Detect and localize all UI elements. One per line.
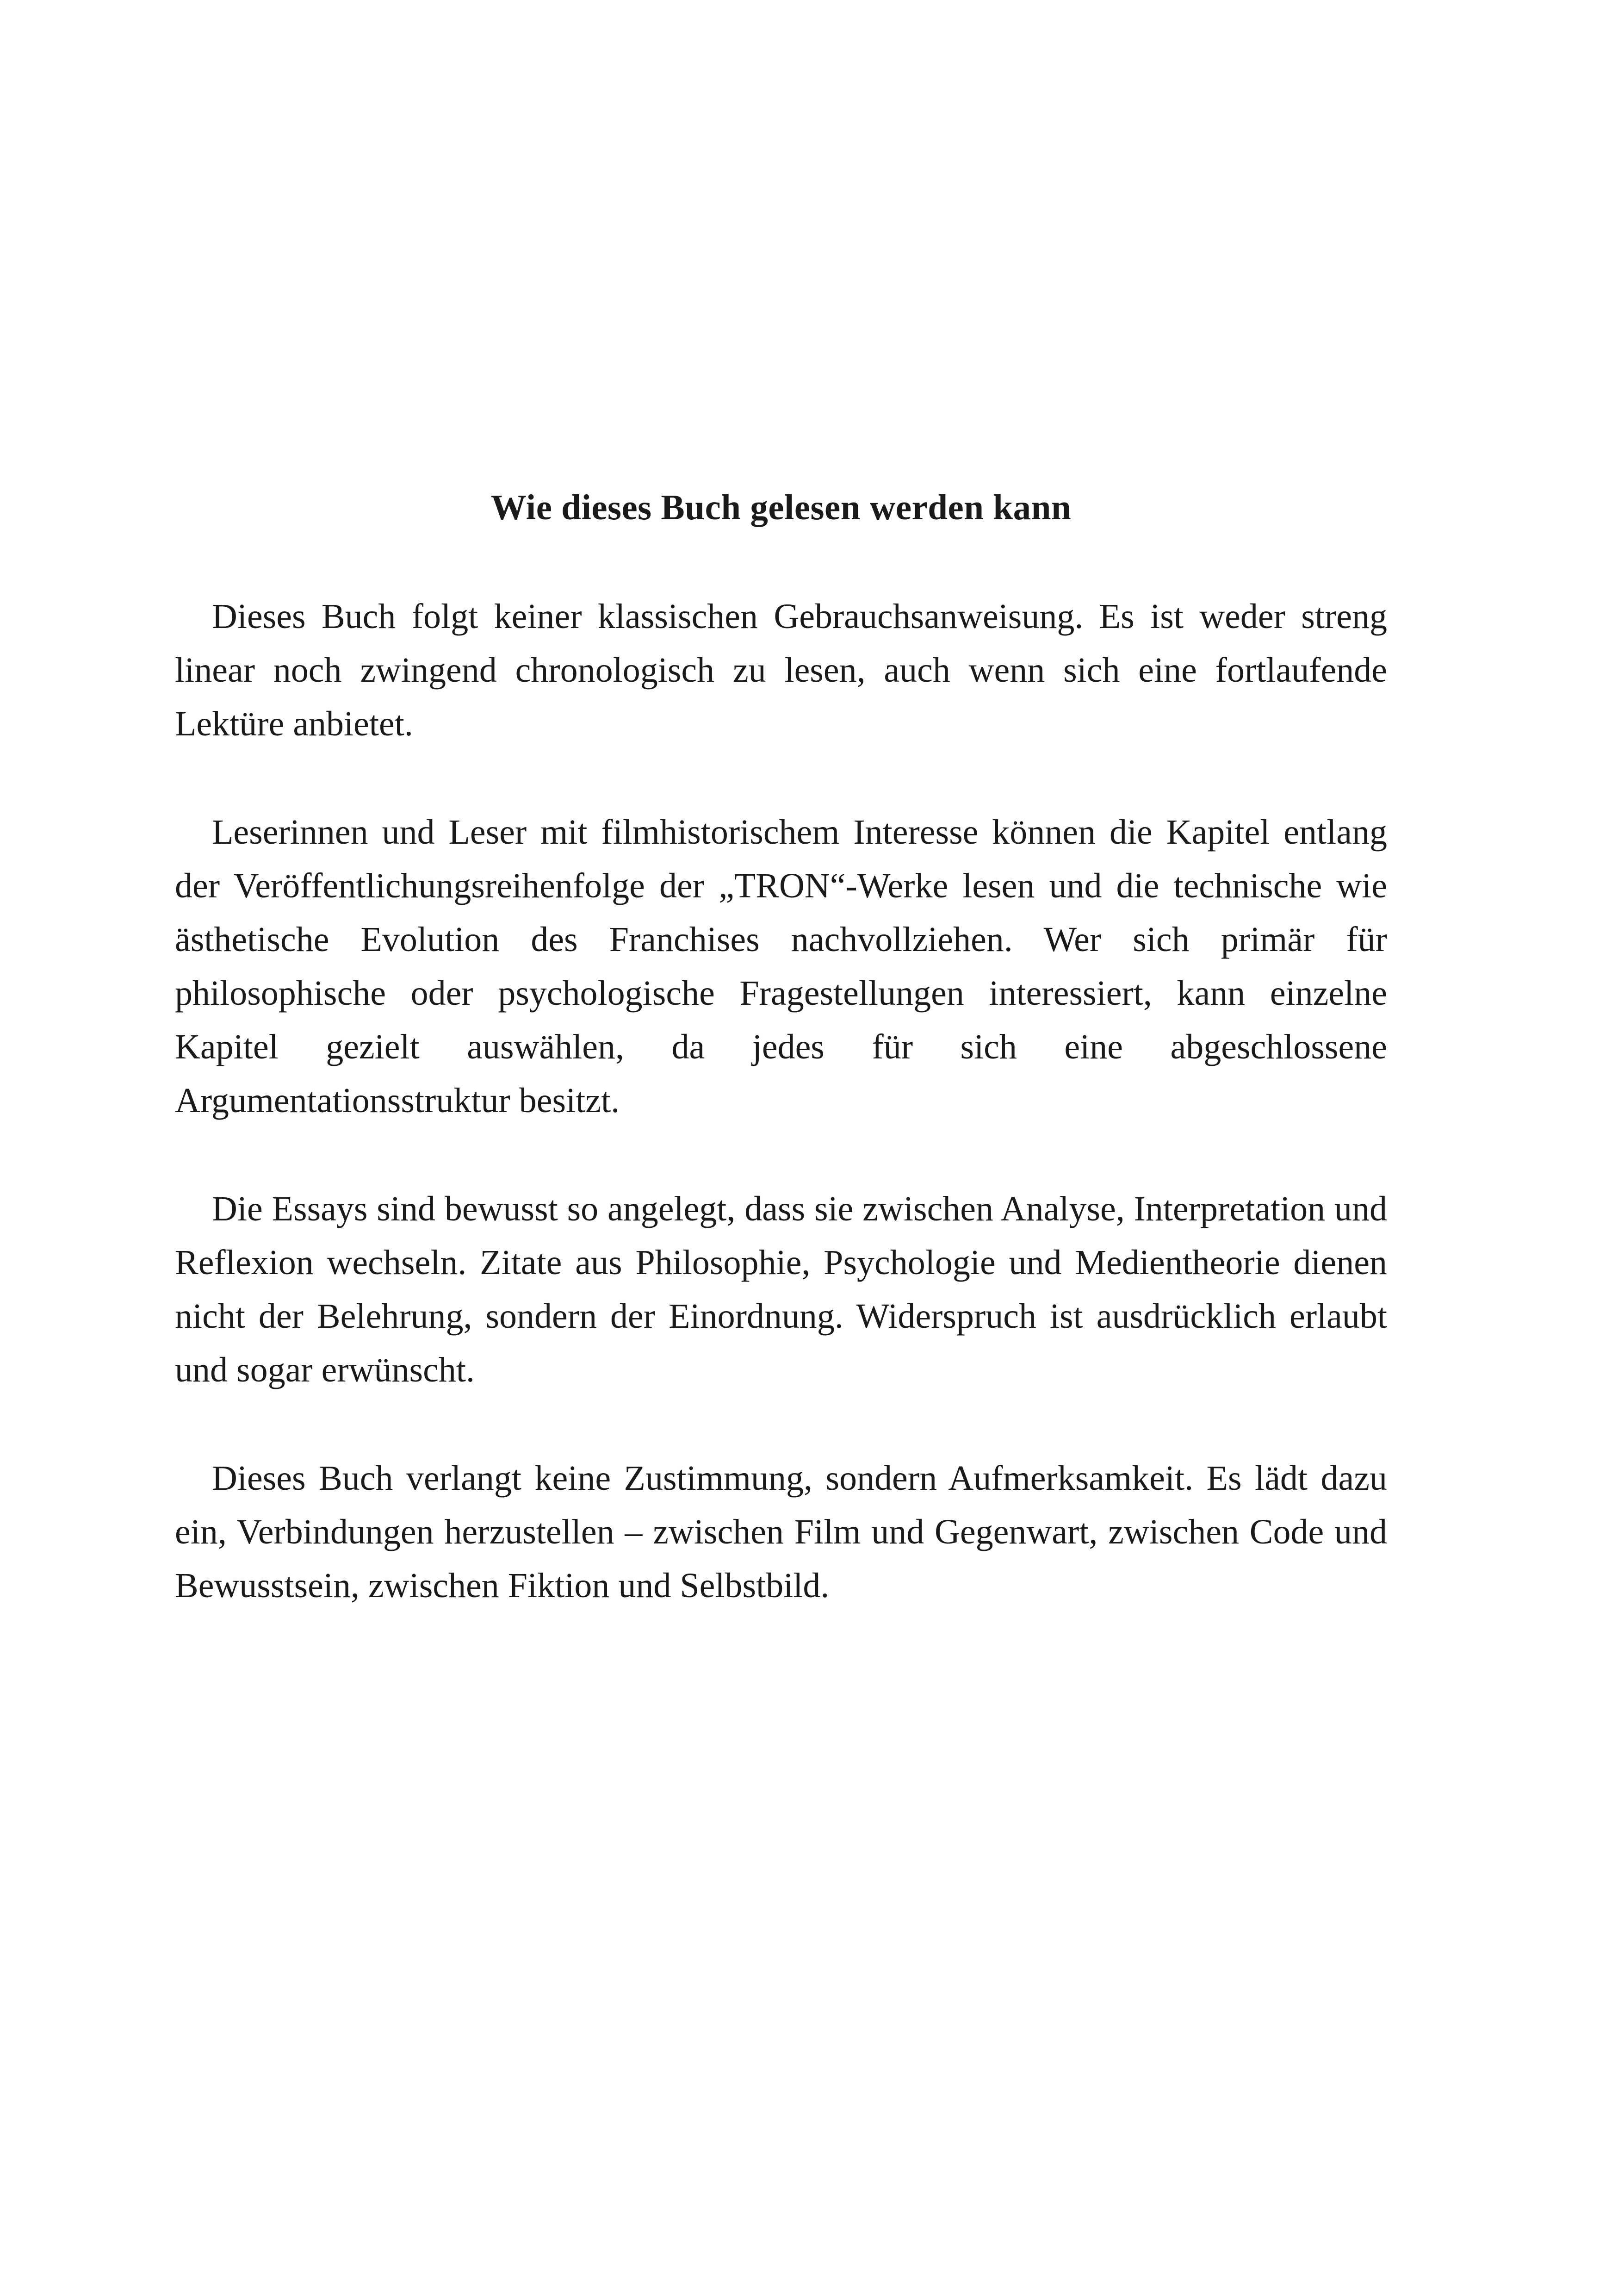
body-text bbox=[175, 486, 1387, 1612]
page-title: Wie dieses Buch gelesen werden kann bbox=[490, 487, 1072, 527]
paragraph-2: Leserinnen und Leser mit filmhistorischem Interesse können die Kapitel entlang der Veröffentlichungsreihenfolge der „TRON“-Werke lesen und die technische wie ästhetische Evolution des Franchises nachvollziehen. Wer sich primär für philosophische oder psychologische Fragestellungen interessiert, kann einzelne Kapitel gezielt auswählen, da jedes für sich eine abgeschlossene Argumentationsstruktur besitzt. bbox=[175, 813, 1387, 1120]
paragraph-4: Dieses Buch verlangt keine Zustimmung, sondern Aufmerksamkeit. Es lädt dazu ein, Verbindungen herzustellen – zwischen Film und Gegenwart, zwischen Code und Bewusstsein, zwischen Fiktion und Selbstbild. bbox=[175, 1459, 1387, 1605]
paragraph-1: Dieses Buch folgt keiner klassischen Gebrauchsanweisung. Es ist weder streng linear noch zwingend chronologisch zu lesen, auch wenn sich eine fortlaufende Lektüre anbietet. bbox=[175, 597, 1387, 744]
paragraph-3: Die Essays sind bewusst so angelegt, dass sie zwischen Analyse, Interpretation und Reflexion wechseln. Zitate aus Philosophie, Psychologie und Medientheorie dienen nicht der Belehrung, sondern der Einordnung. Widerspruch ist ausdrücklich erlaubt und sogar erwünscht. bbox=[175, 1189, 1387, 1390]
